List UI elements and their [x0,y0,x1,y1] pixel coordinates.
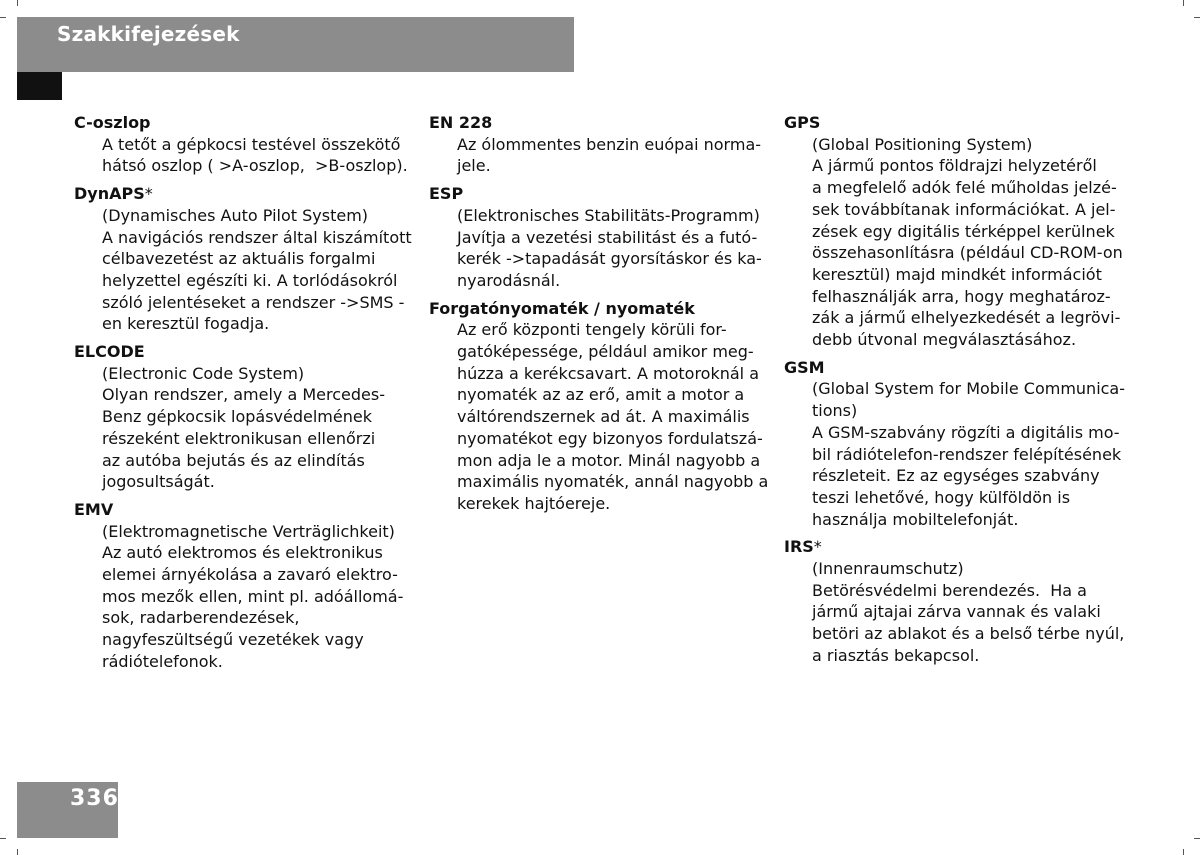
glossary-entry [429,183,764,292]
glossary-entry [74,499,409,673]
glossary-definition-line: teszi lehetővé, hogy külföldön is [812,487,1071,507]
column-1 [74,112,412,679]
glossary-definition-line: zések egy digitális térképpel kerülnek [812,221,1115,241]
glossary-definition-line: helyzettel egészíti ki. A torlódásokról [102,270,398,290]
glossary-entry [429,112,764,177]
glossary-definition-line: célbavezetést az aktuális forgalmi [102,249,376,269]
glossary-term [429,112,764,134]
glossary-definition-line: Betörésvédelmi berendezés. Ha a [812,580,1087,600]
glossary-definition-line: nagyfeszültségű vezetékek vagy [102,630,364,650]
crop-mark [0,838,6,839]
glossary-definition-line: Az ólommentes benzin euópai norma- [457,134,762,154]
glossary-definition-line: rádiótelefonok. [102,651,223,671]
page-title: Szakkifejezések [57,22,240,46]
glossary-term [429,298,764,320]
glossary-definition-line: (Dynamisches Auto Pilot System) [102,205,369,225]
glossary-definition-line: debb útvonal megválasztásához. [812,330,1077,350]
glossary-definition-line: szóló jelentéseket a rendszer ->SMS - [102,292,405,312]
glossary-definition-line: felhasználják arra, hogy meghatároz- [812,286,1111,306]
glossary-term [74,499,409,521]
glossary-definition-line: a riasztás bekapcsol. [812,645,980,665]
glossary-definition-line: sok, radarberendezések, [102,608,300,628]
glossary-term [429,183,764,205]
glossary-definition-line: Az autó elektromos és elektronikus [102,543,383,563]
glossary-term-text: EN 228 [429,113,493,132]
glossary-definition-line: A jármű pontos földrajzi helyzetéről [812,156,1097,176]
glossary-definition-line: (Innenraumschutz) [812,559,964,579]
glossary-definition-line: nyarodásnál. [457,270,561,290]
glossary-definition-line: sek továbbítanak információkat. A jel- [812,199,1116,219]
glossary-definition-line: Olyan rendszer, amely a Mercedes- [102,385,385,405]
footnote-asterisk: * [813,537,822,557]
crop-mark [17,849,18,855]
glossary-definition-line: keresztül) majd mindkét információt [812,264,1102,284]
crop-mark [1194,838,1200,839]
column-2 [429,112,769,521]
glossary-definition-line: zák a jármű elhelyezkedését a legrövi- [812,308,1121,328]
glossary-term [784,112,1129,134]
crop-mark [0,17,6,18]
glossary-entry [74,183,412,335]
glossary-term-text: C-oszlop [74,113,151,132]
glossary-definition-line: A GSM-szabvány rögzíti a digitális mo- [812,422,1120,442]
glossary-definition-line: Benz gépkocsik lopásvédelmének [102,407,372,427]
glossary-term-text: ELCODE [74,342,145,362]
glossary-definition-line: jogosultságát. [102,472,215,492]
glossary-definition-line: (Global Positioning System) [812,134,1033,154]
glossary-definition-line: (Global System for Mobile Communica- [812,379,1126,399]
glossary-definition-line: jele. [457,156,491,176]
glossary-definition-line: bil rádiótelefon-rendszer felépítésének [812,444,1122,464]
crop-mark [1183,849,1184,855]
glossary-entry [784,536,1129,666]
glossary-definition-line: kerék ->tapadását gyorsításkor és ka- [457,249,762,269]
glossary-definition-line: gatóképessége, például amikor meg- [457,342,754,362]
glossary-entry [429,298,769,515]
glossary-term [74,183,409,205]
glossary-definition-line: elemei árnyékolása a zavaró elektro- [102,565,398,585]
page-number: 336 [70,786,119,811]
glossary-definition-line: részeként elektronikusan ellenőrzi [102,428,376,448]
glossary-definition-line: kerekek hajtóereje. [457,493,611,513]
glossary-definition-line: en keresztül fogadja. [102,314,270,334]
glossary-definition-line: összehasonlításra (például CD-ROM-on [812,243,1123,263]
glossary-definition-line: tions) [812,401,858,421]
glossary-term [74,112,409,134]
glossary-definition-line: A tetőt a gépkocsi testével összekötő [102,134,401,154]
glossary-definition-line: mon adja le a motor. Minál nagyobb a [457,450,761,470]
glossary-term-text: ESP [429,184,464,204]
glossary-definition-line: részleteit. Ez az egységes szabvány [812,466,1100,486]
glossary-term-text: GPS [784,113,821,132]
glossary-entry [74,112,409,177]
glossary-definition-line: Javítja a vezetési stabilitást és a futó- [457,227,758,247]
glossary-definition-line: hátsó oszlop ( >A-oszlop, >B-oszlop). [102,156,408,176]
glossary-definition-line: jármű ajtajai zárva vannak és valaki [812,602,1101,622]
glossary-term-text: IRS [784,537,814,557]
glossary-term [784,536,1129,558]
glossary-definition-line: a megfelelő adók felé műholdas jelzé- [812,178,1117,198]
glossary-definition-line: A navigációs rendszer által kiszámított [102,227,412,247]
glossary-definition-line: nyomatékot egy bizonyos fordulatszá- [457,428,763,448]
glossary-definition-line: húzza a kerékcsavart. A motoroknál a [457,363,759,383]
crop-mark [1194,17,1200,18]
header-tab-marker [17,72,62,100]
glossary-definition-line: maximális nyomaték, annál nagyobb a [457,472,769,492]
glossary-term-text: GSM [784,357,825,377]
glossary-definition-line: Az erő központi tengely körüli for- [457,320,727,340]
glossary-definition-line: mos mezők ellen, mint pl. adóállomá- [102,586,404,606]
glossary-definition-line: váltórendszernek ad át. A maximális [457,407,750,427]
glossary-entry [784,357,1129,531]
crop-mark [17,0,18,6]
glossary-term-text: EMV [74,499,114,519]
column-3 [784,112,1129,673]
glossary-term-text: DynAPS [74,184,145,204]
glossary-entry [74,341,409,493]
glossary-entry [784,112,1129,351]
glossary-definition-line: az autóba bejutás és az elindítás [102,450,365,470]
glossary-definition-line: (Electronic Code System) [102,363,305,383]
glossary-term [784,357,1129,379]
glossary-definition-line: (Elektronisches Stabilitäts-Programm) [457,205,760,225]
glossary-term-text: Forgatónyomaték / nyomaték [429,298,695,318]
crop-mark [1183,0,1184,6]
glossary-definition-line: (Elektromagnetische Verträglichkeit) [102,521,395,541]
glossary-definition-line: betöri az ablakot és a belső térbe nyúl, [812,624,1125,644]
footnote-asterisk: * [144,184,153,204]
glossary-definition-line: nyomaték az az erő, amit a motor a [457,385,745,405]
glossary-term [74,341,409,363]
glossary-definition-line: használja mobiltelefonját. [812,509,1019,529]
